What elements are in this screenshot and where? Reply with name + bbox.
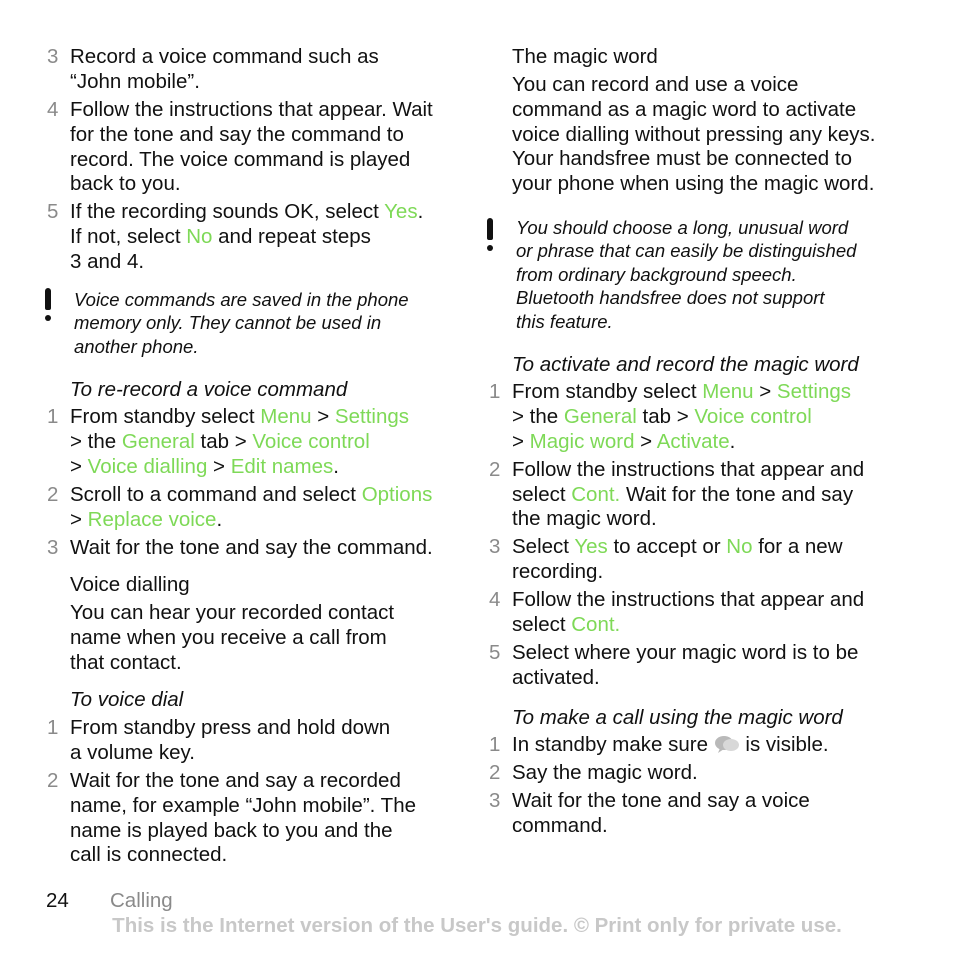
step-line: Wait for the tone and say a recorded <box>70 768 401 792</box>
step-line: name, for example “John mobile”. The <box>70 793 417 817</box>
menu-path-item: Settings <box>334 405 409 428</box>
menu-path-item: Menu <box>702 380 754 403</box>
menu-path-item: General <box>121 429 195 453</box>
menu-path-item: Options <box>361 482 433 506</box>
text-line: You should choose a long, unusual word <box>516 217 849 238</box>
menu-path-item: Cont. <box>571 613 621 637</box>
text-line: Bluetooth handsfree does not support <box>516 287 825 309</box>
heading-magic-word: The magic word <box>512 45 658 68</box>
menu-path-item: Yes <box>574 535 608 559</box>
text-line: You can hear your recorded contact <box>70 601 395 624</box>
heading-rerecord: To re-record a voice command <box>70 378 348 401</box>
step-line: name is played back to you and the <box>70 818 393 842</box>
heading-activate-magic: To activate and record the magic word <box>512 353 859 376</box>
section-name: Calling <box>110 889 173 912</box>
text-line: from ordinary background speech. <box>516 263 797 285</box>
step-line: Follow the instructions that appear and <box>512 588 865 612</box>
step-line: From standby select Menu > Settings <box>512 380 851 403</box>
step-number: 4 <box>47 97 59 121</box>
step-line: Wait for the tone and say the command. <box>70 535 433 559</box>
step-line: select Cont. Wait for the tone and say <box>512 482 854 506</box>
text-line: another phone. <box>74 335 199 357</box>
text-line: command as a magic word to activate <box>512 97 857 121</box>
magic-word-status-icon <box>714 734 740 761</box>
step-line: Record a voice command such as <box>70 45 379 68</box>
heading-voice-dialling: Voice dialling <box>70 573 190 596</box>
step-line: the magic word. <box>512 507 657 531</box>
step-line: > Voice dialling > Edit names. <box>70 454 339 478</box>
step-line: Wait for the tone and say a voice <box>512 789 810 813</box>
text-line: voice dialling without pressing any keys. <box>512 122 876 146</box>
text-line: Voice commands are saved in the phone <box>74 289 409 310</box>
step-line: Follow the instructions that appear and <box>512 457 865 481</box>
step-line: In standby make sure is visible. <box>512 733 829 761</box>
step-line: From standby select Menu > Settings <box>70 405 409 428</box>
menu-path-item: Voice control <box>252 429 370 453</box>
step-number: 5 <box>489 641 501 665</box>
step-line: If the recording sounds OK, select Yes. <box>70 200 424 224</box>
menu-path-item: General <box>563 404 637 428</box>
step-line: Say the magic word. <box>512 761 698 785</box>
menu-path-item: Activate <box>656 429 730 453</box>
text-line: Your handsfree must be connected to <box>512 147 853 171</box>
heading-voice-dial: To voice dial <box>70 688 184 711</box>
text-line: memory only. They cannot be used in <box>74 312 382 334</box>
step-number: 1 <box>47 405 59 428</box>
text-line: this feature. <box>516 310 613 332</box>
step-line: command. <box>512 814 608 837</box>
menu-path-item: Replace voice <box>87 507 217 531</box>
step-number: 2 <box>489 457 501 481</box>
step-number: 1 <box>47 716 59 739</box>
text-line: that contact. <box>70 650 182 674</box>
text-line: name when you receive a call from <box>70 625 387 649</box>
step-line: Scroll to a command and select Options <box>70 482 433 506</box>
step-number: 2 <box>47 768 59 792</box>
step-number: 2 <box>489 761 501 785</box>
menu-path-item: Voice dialling <box>87 454 208 478</box>
menu-path-item: Cont. <box>571 482 621 506</box>
page-number: 24 <box>46 889 69 912</box>
step-line: If not, select No and repeat steps <box>70 225 371 249</box>
text-line: or phrase that can easily be distinguished <box>516 240 857 262</box>
step-number: 5 <box>47 200 59 224</box>
text-line: your phone when using the magic word. <box>512 172 875 196</box>
step-line: for the tone and say the command to <box>70 122 404 146</box>
step-number: 3 <box>489 789 501 813</box>
step-line: recording. <box>512 560 604 584</box>
step-line: “John mobile”. <box>70 69 200 93</box>
step-number: 3 <box>47 45 59 68</box>
step-line: activated. <box>512 666 600 689</box>
step-line: > the General tab > Voice control <box>512 404 812 428</box>
step-line: call is connected. <box>70 843 228 867</box>
step-number: 1 <box>489 380 501 403</box>
heading-call-magic: To make a call using the magic word <box>512 706 843 729</box>
step-number: 2 <box>47 482 59 506</box>
step-line: From standby press and hold down <box>70 716 391 739</box>
menu-path-item: No <box>186 225 213 249</box>
step-line: 3 and 4. <box>70 250 145 273</box>
usage-notice: This is the Internet version of the User's guide. © Print only for private use. <box>112 914 842 937</box>
step-line: > the General tab > Voice control <box>70 429 370 453</box>
step-line: select Cont. <box>512 613 621 637</box>
step-number: 3 <box>47 535 59 559</box>
menu-path-item: Yes <box>384 200 418 224</box>
menu-path-item: Menu <box>260 405 312 428</box>
menu-path-item: Magic word <box>529 429 635 453</box>
menu-path-item: No <box>726 535 753 559</box>
step-line: Select where your magic word is to be <box>512 641 859 665</box>
step-line: > Magic word > Activate. <box>512 429 736 453</box>
step-line: Follow the instructions that appear. Wait <box>70 97 433 121</box>
menu-path-item: Edit names <box>230 454 334 478</box>
menu-path-item: Voice control <box>694 404 812 428</box>
step-line: record. The voice command is played <box>70 147 411 171</box>
step-number: 4 <box>489 588 501 612</box>
step-line: a volume key. <box>70 740 195 764</box>
step-number: 1 <box>489 733 501 756</box>
text-line: You can record and use a voice <box>512 73 799 96</box>
step-line: back to you. <box>70 172 181 196</box>
step-line: > Replace voice. <box>70 507 223 531</box>
step-line: Select Yes to accept or No for a new <box>512 535 843 559</box>
menu-path-item: Settings <box>776 380 851 403</box>
step-number: 3 <box>489 535 501 559</box>
